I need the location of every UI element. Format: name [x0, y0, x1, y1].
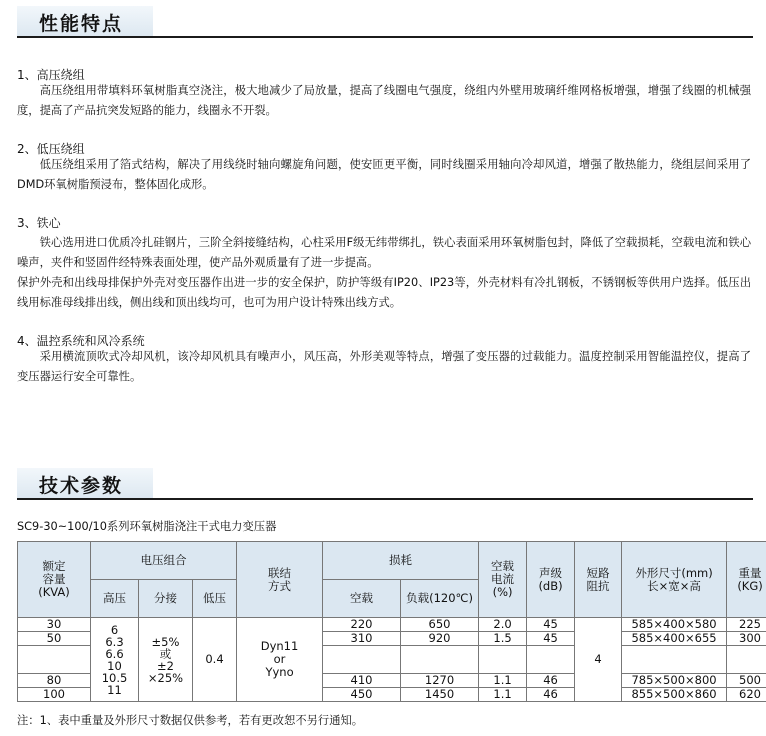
feature-heading-cooling: 4、温控系统和风冷系统: [17, 334, 145, 348]
feature-heading-hv-winding: 1、高压绕组: [17, 68, 85, 82]
specs-footnote: 注：1、表中重量及外形尺寸数据仅供参考，若有更改恕不另行通知。: [17, 714, 364, 727]
cell-hv-values: 6 6.3 6.6 10 10.5 11: [91, 618, 139, 702]
cell-sound: 46: [527, 688, 575, 702]
cell-no-load-current: 2.0: [479, 618, 527, 632]
features-title-tab: [17, 6, 153, 36]
table-row: [18, 618, 766, 632]
cell-weight: 225: [727, 618, 766, 632]
cell-dimensions: [622, 646, 727, 674]
header-connection: 联结 方式: [237, 542, 323, 618]
cell-dimensions: 785×500×800: [622, 674, 727, 688]
cell-sound: [527, 646, 575, 674]
header-voltage-group: 电压组合: [91, 542, 237, 580]
cell-capacity: 80: [18, 674, 91, 688]
specs-divider: [17, 498, 753, 500]
cell-connection-values: Dyn11 or Yyno: [237, 618, 323, 702]
header-sound: 声级 (dB): [527, 542, 575, 618]
cell-no-load-loss: [323, 646, 401, 674]
cell-dimensions: 585×400×580: [622, 618, 727, 632]
header-capacity: 额定 容量 (KVA): [18, 542, 91, 618]
header-impedance: 短路 阻抗: [575, 542, 622, 618]
cell-load-loss: 1270: [401, 674, 479, 688]
header-no-load-loss: 空载: [323, 580, 401, 618]
feature-paragraph-hv-winding: 高压绕组用带填料环氧树脂真空浇注，极大地减少了局放量，提高了线圈电气强度，绕组内外壁用玻璃纤维网格板增强，增强了线圈的机械强度，提高了产品抗突发短路的能力，线圈永不开裂。: [17, 84, 751, 117]
cell-tap-values: ±5% 或 ±2 ×25%: [139, 618, 193, 702]
header-hv: 高压: [91, 580, 139, 618]
cell-load-loss: 920: [401, 632, 479, 646]
cell-capacity: 100: [18, 688, 91, 702]
feature-heading-core: 3、铁心: [17, 216, 61, 230]
header-tap: 分接: [139, 580, 193, 618]
cell-impedance-value: 4: [575, 618, 622, 702]
header-dimensions: 外形尺寸(mm) 长×宽×高: [622, 542, 727, 618]
cell-dimensions: 855×500×860: [622, 688, 727, 702]
feature-paragraph-enclosure: 保护外壳和出线母排保护外壳对变压器作出进一步的安全保护，防护等级有IP20、IP23等，外壳材料有冷扎钢板，不锈钢板等供用户选择。低压出线用标准母线排出线，侧出线和顶出线均可，也可为用户设计特殊出线方式。: [17, 276, 751, 309]
specs-title: 技术参数: [39, 475, 124, 497]
features-divider: [17, 36, 753, 38]
cell-sound: 45: [527, 632, 575, 646]
cell-weight: 620: [727, 688, 766, 702]
header-lv: 低压: [193, 580, 237, 618]
header-loss: 损耗: [323, 542, 479, 580]
cell-no-load-loss: 450: [323, 688, 401, 702]
cell-weight: 500: [727, 674, 766, 688]
specs-title-tab: [17, 468, 153, 498]
cell-no-load-current: 1.1: [479, 688, 527, 702]
cell-no-load-loss: 410: [323, 674, 401, 688]
cell-no-load-loss: 220: [323, 618, 401, 632]
cell-weight: [727, 646, 766, 674]
cell-capacity: [18, 646, 91, 674]
feature-heading-lv-winding: 2、低压绕组: [17, 142, 85, 156]
cell-capacity: 30: [18, 618, 91, 632]
cell-sound: 46: [527, 674, 575, 688]
feature-paragraph-lv-winding: 低压绕组采用了箔式结构，解决了用线绕时轴向螺旋角问题，使安匝更平衡，同时线圈采用轴向冷却风道，增强了散热能力，绕组层间采用了DMD环氧树脂预浸布，整体固化成形。: [17, 158, 751, 191]
cell-capacity: 50: [18, 632, 91, 646]
cell-no-load-loss: 310: [323, 632, 401, 646]
cell-no-load-current: 1.5: [479, 632, 527, 646]
cell-weight: 300: [727, 632, 766, 646]
specs-caption: SC9-30~100/10系列环氧树脂浇注干式电力变压器: [17, 520, 277, 533]
cell-sound: 45: [527, 618, 575, 632]
cell-dimensions: 585×400×655: [622, 632, 727, 646]
cell-load-loss: 1450: [401, 688, 479, 702]
feature-paragraph-cooling: 采用横流顶吹式冷却风机，该冷却风机具有噪声小，风压高，外形美观等特点，增强了变压器的过载能力。温度控制采用智能温控仪，提高了变压器运行安全可靠性。: [17, 350, 751, 383]
header-load-loss: 负载(120℃): [401, 580, 479, 618]
header-no-load-current: 空载 电流 (%): [479, 542, 527, 618]
cell-no-load-current: [479, 646, 527, 674]
features-title: 性能特点: [39, 13, 124, 35]
header-weight: 重量 (KG): [727, 542, 766, 618]
cell-load-loss: 650: [401, 618, 479, 632]
spec-table: [17, 541, 766, 702]
cell-load-loss: [401, 646, 479, 674]
feature-paragraph-core: 铁心选用进口优质冷扎硅钢片，三阶全斜接缝结构，心柱采用F级无纬带绑扎，铁心表面采用环氧树脂包封，降低了空载损耗，空载电流和铁心噪声，夹件和竖固件经特殊表面处理，使产品外观质量有了进一步提高。: [17, 236, 751, 269]
cell-no-load-current: 1.1: [479, 674, 527, 688]
cell-lv-value: 0.4: [193, 618, 237, 702]
